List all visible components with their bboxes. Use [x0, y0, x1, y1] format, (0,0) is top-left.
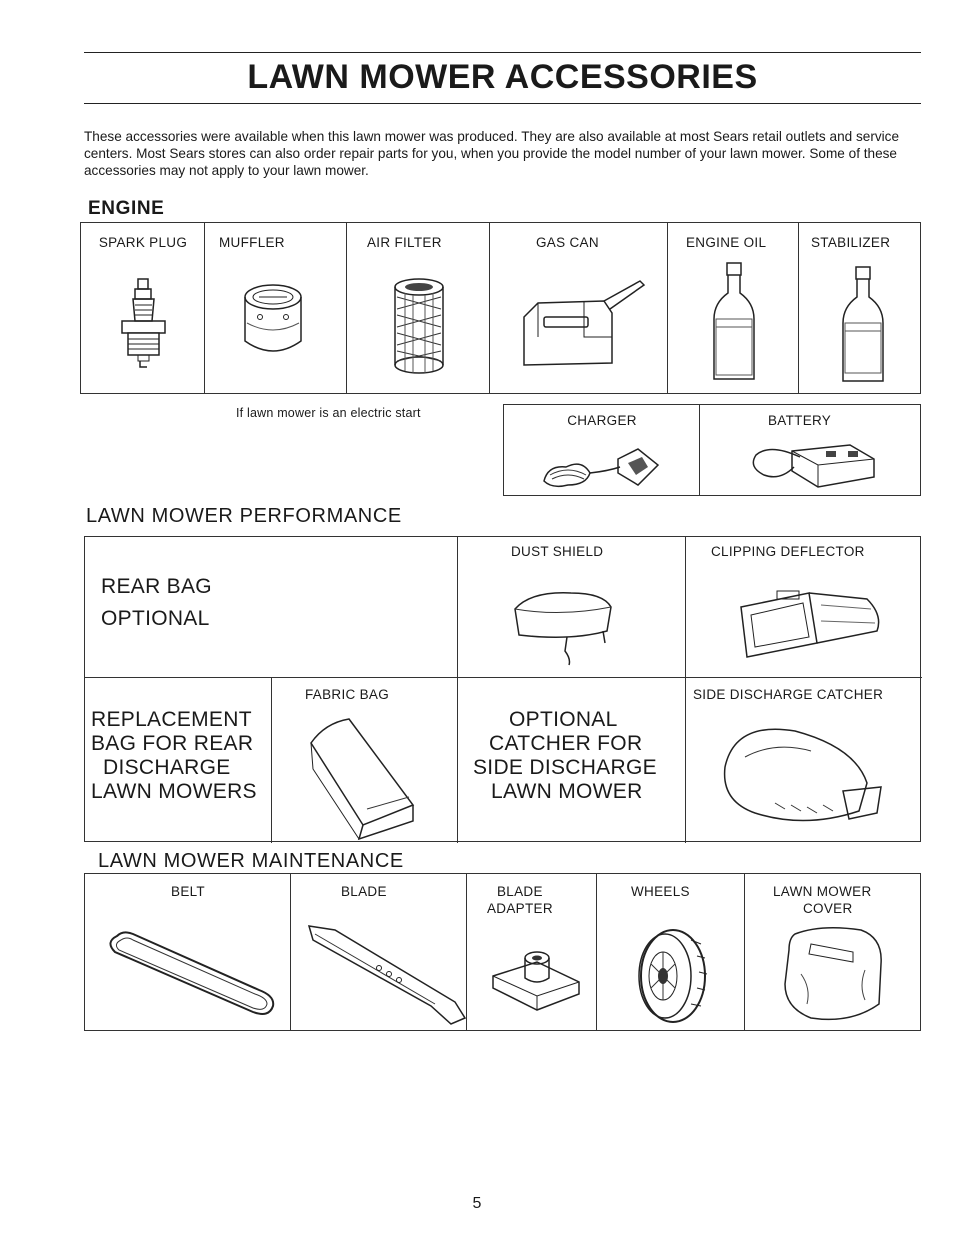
side-catcher-icon: [715, 717, 885, 829]
battery-cell: [700, 405, 922, 495]
top-rule: [84, 52, 921, 53]
page-title: LAWN MOWER ACCESSORIES: [247, 58, 758, 96]
performance-col-divider-1: [457, 537, 458, 843]
engine-grid: [80, 222, 921, 394]
gas-can-label: GAS CAN: [536, 235, 599, 250]
blade-label: BLADE: [341, 884, 387, 899]
blade-adapter-icon: [491, 948, 581, 1010]
blade-adapter-line-1: BLADE: [497, 884, 543, 899]
wheels-label: WHEELS: [631, 884, 690, 899]
rear-bag-line-1: REAR BAG: [101, 575, 212, 598]
fabric-bag-icon: [305, 713, 425, 839]
performance-heading: LAWN MOWER PERFORMANCE: [86, 505, 402, 527]
cover-line-1: LAWN MOWER: [773, 884, 872, 899]
wheel-icon: [635, 926, 707, 1024]
blade-cell: [291, 874, 467, 1030]
mower-cover-icon: [781, 924, 887, 1024]
spark-plug-label: SPARK PLUG: [98, 235, 188, 250]
stabilizer-bottle-icon: [839, 267, 887, 385]
engine-oil-label: ENGINE OIL: [686, 235, 767, 250]
electric-start-note: If lawn mower is an electric start: [236, 406, 421, 420]
performance-row-divider: [85, 677, 922, 678]
rear-bag-line-2: OPTIONAL: [101, 607, 210, 630]
optional-catcher-line-4: LAWN MOWER: [491, 780, 643, 803]
blade-adapter-line-2: ADAPTER: [487, 901, 553, 916]
engine-cell-air-filter: [347, 223, 490, 393]
maintenance-heading: LAWN MOWER MAINTENANCE: [98, 850, 404, 872]
muffler-icon: [241, 283, 305, 358]
engine-cell-gas-can: [490, 223, 668, 393]
replacement-line-2: BAG FOR REAR: [91, 732, 254, 755]
page-number: 5: [472, 1195, 482, 1212]
charger-label: CHARGER: [567, 413, 637, 428]
intro-paragraph: These accessories were available when this lawn mower was produced. They are also available at most Sears retail outlets and service centers. Most Sears stores can also order repair parts for you, when you provide the model number of your lawn mower. Some of these accessories may not apply to your lawn mower.: [84, 129, 900, 178]
replacement-line-1: REPLACEMENT: [91, 708, 252, 731]
battery-label: BATTERY: [768, 413, 832, 428]
stabilizer-label: STABILIZER: [811, 235, 891, 250]
engine-heading: ENGINE: [88, 198, 165, 219]
engine-cell-stabilizer: [799, 223, 922, 393]
optional-catcher-line-1: OPTIONAL: [509, 708, 618, 731]
blade-adapter-cell: [467, 874, 597, 1030]
engine-cell-muffler: [205, 223, 347, 393]
performance-col-divider-2: [685, 537, 686, 843]
charger-cell: [504, 405, 700, 495]
engine-cell-engine-oil: [668, 223, 799, 393]
side-catcher-label: SIDE DISCHARGE CATCHER: [693, 687, 884, 702]
belt-icon: [103, 928, 275, 1018]
fabric-bag-label: FABRIC BAG: [305, 687, 390, 702]
dust-shield-icon: [511, 587, 615, 667]
electric-grid: [503, 404, 921, 496]
air-filter-label: AIR FILTER: [367, 235, 442, 250]
belt-label: BELT: [171, 884, 205, 899]
gas-can-icon: [520, 277, 645, 372]
engine-cell-spark-plug: [81, 223, 205, 393]
cover-cell: [745, 874, 922, 1030]
charger-icon: [538, 445, 668, 491]
performance-grid: [84, 536, 921, 842]
clipping-deflector-icon: [737, 585, 887, 665]
title-underline: [84, 103, 921, 104]
spark-plug-icon: [116, 279, 171, 374]
replacement-line-4: LAWN MOWERS: [91, 780, 257, 803]
oil-bottle-icon: [712, 263, 758, 383]
cover-line-2: COVER: [803, 901, 853, 916]
optional-catcher-line-2: CATCHER FOR: [489, 732, 643, 755]
performance-col-divider-3: [271, 677, 272, 843]
belt-cell: [85, 874, 291, 1030]
blade-icon: [305, 922, 465, 1026]
clipping-deflector-label: CLIPPING DEFLECTOR: [711, 544, 865, 559]
replacement-line-3: DISCHARGE: [103, 756, 231, 779]
muffler-label: MUFFLER: [219, 235, 285, 250]
optional-catcher-line-3: SIDE DISCHARGE: [473, 756, 657, 779]
air-filter-icon: [393, 277, 445, 377]
wheels-cell: [597, 874, 745, 1030]
maintenance-grid: [84, 873, 921, 1031]
battery-icon: [740, 437, 880, 491]
dust-shield-label: DUST SHIELD: [511, 544, 604, 559]
